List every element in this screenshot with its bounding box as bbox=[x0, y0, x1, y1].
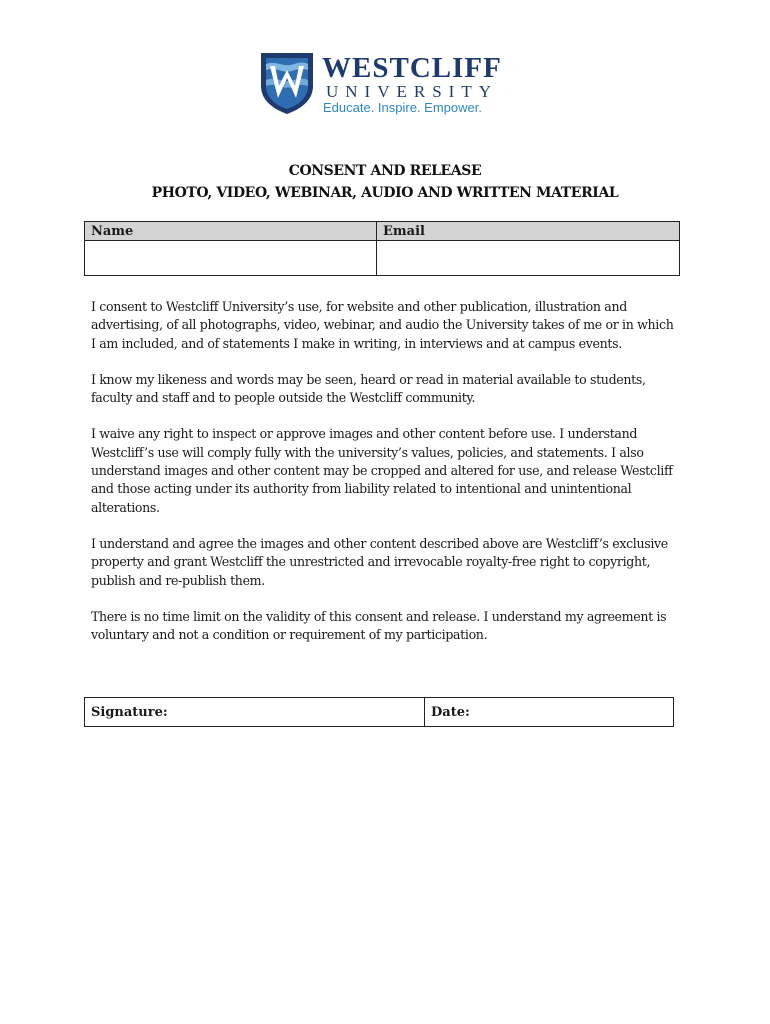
logo-wordmark: WESTCLIFF bbox=[322, 52, 502, 84]
consent-paragraph: I understand and agree the images and other content described above are Westcliff’s exclusive property and grant Westcliff the unrestricted and irrevocable royalty-free right to copyright, publish and re-publish them. bbox=[91, 535, 668, 588]
form-title: CONSENT AND RELEASE bbox=[288, 163, 482, 179]
contact-info-table bbox=[84, 221, 680, 276]
form-subtitle: PHOTO, VIDEO, WEBINAR, AUDIO AND WRITTEN MATERIAL bbox=[151, 185, 619, 201]
signature-field[interactable]: Signature: bbox=[85, 698, 425, 727]
logo-tagline: Educate. Inspire. Empower. bbox=[323, 100, 482, 115]
email-field[interactable] bbox=[377, 241, 680, 276]
consent-paragraph: I waive any right to inspect or approve images and other content before use. I understand Westcliff’s use will comply fully with the university’s values, policies, and statements. I also understand images and other content may be cropped and altered for use, and release Westcliff and those acting under its authority from liability related to intentional and unintentional alterations. bbox=[91, 426, 673, 515]
name-field[interactable] bbox=[85, 241, 377, 276]
consent-body bbox=[91, 298, 681, 662]
consent-paragraph: I consent to Westcliff University’s use, for website and other publication, illustration and advertising, of all photographs, video, webinar, and audio the University takes of me or in which I am included, and of statements I make in writing, in interviews and at campus events. bbox=[91, 299, 674, 351]
consent-paragraph: I know my likeness and words may be seen, heard or read in material available to students, faculty and staff and to people outside the Westcliff community. bbox=[91, 371, 646, 406]
university-logo bbox=[258, 50, 518, 118]
logo-subtitle: UNIVERSITY bbox=[326, 82, 498, 101]
consent-paragraph: There is no time limit on the validity of this consent and release. I understand my agreement is voluntary and not a condition or requirement of my participation. bbox=[91, 608, 667, 643]
date-field[interactable]: Date: bbox=[425, 698, 674, 727]
university-shield-icon bbox=[258, 50, 316, 116]
email-header: Email bbox=[377, 222, 680, 241]
name-header: Name bbox=[85, 222, 377, 241]
signature-table bbox=[84, 697, 674, 727]
